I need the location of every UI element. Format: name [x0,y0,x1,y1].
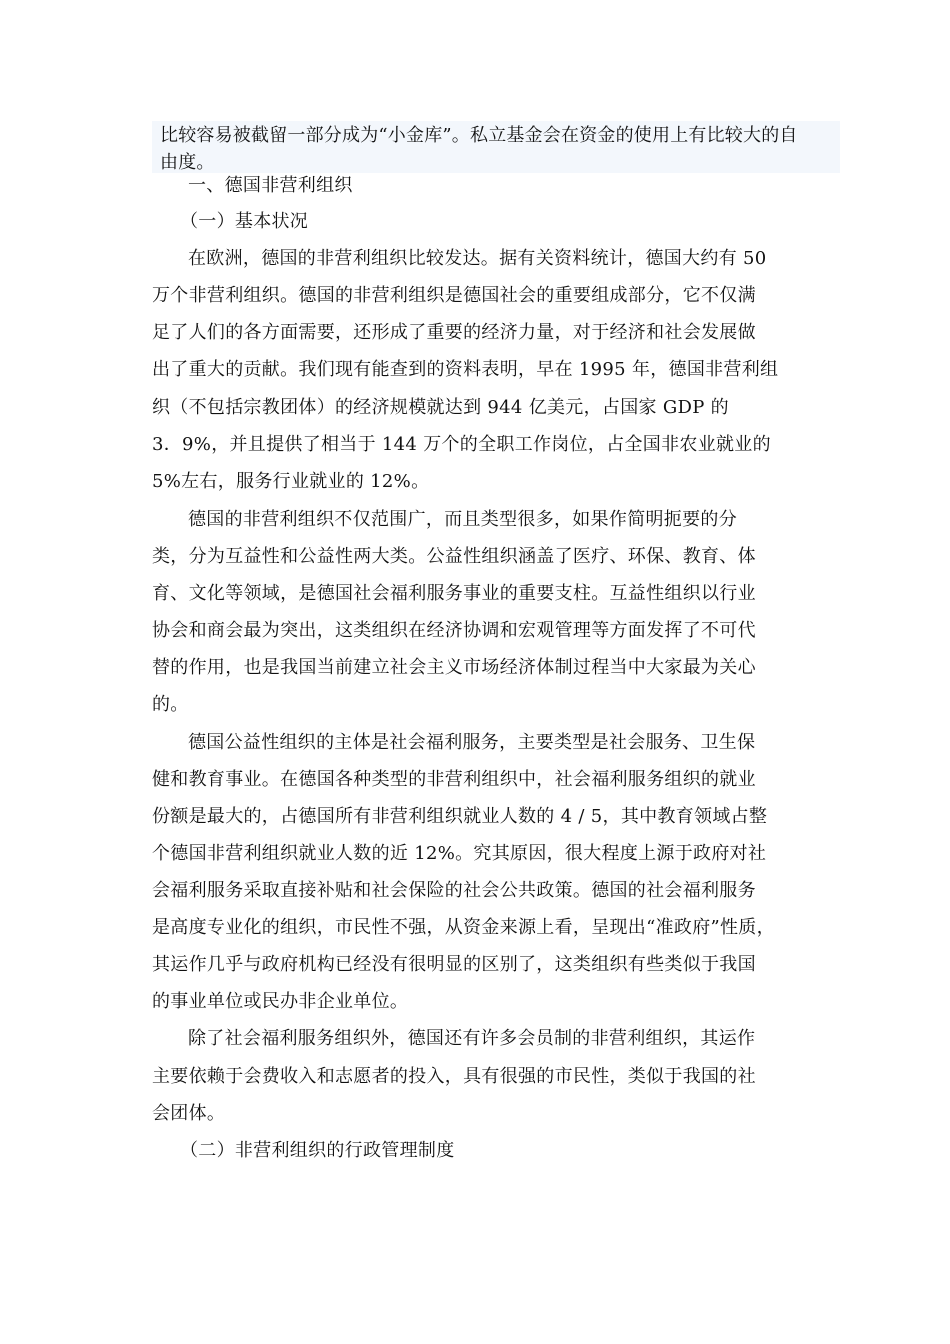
paragraph-3-line-7: 其运作几乎与政府机构已经没有很明显的区别了，这类组织有些类似于我国 [152,954,756,975]
paragraph-3-line-6: 是高度专业化的组织，市民性不强，从资金来源上看，呈现出“准政府”性质， [152,917,775,938]
paragraph-1-line-3: 足了人们的各方面需要，还形成了重要的经济力量，对于经济和社会发展做 [152,322,756,343]
paragraph-1-line-2: 万个非营利组织。德国的非营利组织是德国社会的重要组成部分，它不仅满 [152,285,756,306]
paragraph-1-line-7: 5%左右，服务行业就业的 12%。 [152,471,430,492]
paragraph-3-line-8: 的事业单位或民办非企业单位。 [152,991,409,1012]
subheading-administrative-system: （二）非营利组织的行政管理制度 [180,1140,455,1161]
paragraph-3-line-3: 份额是最大的，占德国所有非营利组织就业人数的 4 / 5，其中教育领域占整 [152,806,768,827]
paragraph-3-line-2: 健和教育事业。在德国各种类型的非营利组织中，社会福利服务组织的就业 [152,769,756,790]
paragraph-1-line-1: 在欧洲，德国的非营利组织比较发达。据有关资料统计，德国大约有 50 [188,248,767,269]
paragraph-4-line-3: 会团体。 [152,1103,226,1124]
highlighted-paragraph [152,121,840,173]
highlight-line-1: 比较容易被截留一部分成为“小金库”。私立基金会在资金的使用上有比较大的自 [160,125,798,146]
paragraph-2-line-2: 类，分为互益性和公益性两大类。公益性组织涵盖了医疗、环保、教育、体 [152,546,756,567]
paragraph-2-line-6: 的。 [152,694,189,715]
paragraph-4-line-1: 除了社会福利服务组织外，德国还有许多会员制的非营利组织，其运作 [188,1028,756,1049]
paragraph-1-line-6: 3．9%，并且提供了相当于 144 万个的全职工作岗位，占全国非农业就业的 [152,434,771,455]
highlight-line-2: 由度。 [160,152,215,173]
paragraph-3-line-4: 个德国非营利组织就业人数的近 12%。究其原因，很大程度上源于政府对社 [152,843,767,864]
paragraph-2-line-3: 育、文化等领域，是德国社会福利服务事业的重要支柱。互益性组织以行业 [152,583,756,604]
paragraph-3-line-5: 会福利服务采取直接补贴和社会保险的社会公共政策。德国的社会福利服务 [152,880,756,901]
subheading-basic-situation: （一）基本状况 [180,211,309,232]
paragraph-2-line-4: 协会和商会最为突出，这类组织在经济协调和宏观管理等方面发挥了不可代 [152,620,756,641]
heading-german-nonprofits: 一、德国非营利组织 [188,175,353,196]
paragraph-3-line-1: 德国公益性组织的主体是社会福利服务，主要类型是社会服务、卫生保 [188,732,756,753]
paragraph-4-line-2: 主要依赖于会费收入和志愿者的投入，具有很强的市民性，类似于我国的社 [152,1066,756,1087]
paragraph-2-line-5: 替的作用，也是我国当前建立社会主义市场经济体制过程当中大家最为关心 [152,657,756,678]
paragraph-2-line-1: 德国的非营利组织不仅范围广，而且类型很多，如果作简明扼要的分 [188,509,737,530]
paragraph-1-line-4: 出了重大的贡献。我们现有能查到的资料表明，早在 1995 年，德国非营利组 [152,359,779,380]
paragraph-1-line-5: 织（不包括宗教团体）的经济规模就达到 944 亿美元，占国家 GDP 的 [152,397,729,418]
